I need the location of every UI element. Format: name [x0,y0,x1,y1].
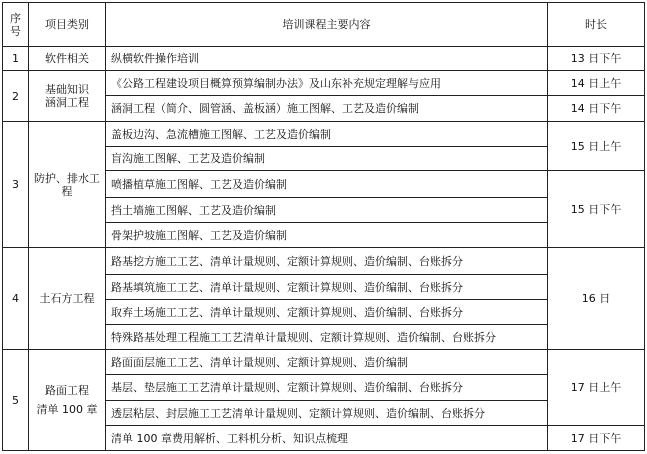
header-time: 时长 [548,3,645,47]
content-cell: 挡土墙施工图解、工艺及造价编制 [106,198,548,223]
row-number: 1 [3,47,29,71]
training-schedule-table [2,2,645,451]
table-row [3,350,645,375]
time-cell: 15 日上午 [548,122,645,171]
header-row [3,3,645,47]
row-number: 2 [3,71,29,122]
content-cell: 纵横软件操作培训 [106,47,548,71]
header-seq: 序 号 [3,3,29,47]
category-cell: 防护、排水工 程 [29,122,106,248]
time-cell: 14 日上午 [548,71,645,96]
row-number: 5 [3,350,29,451]
content-cell: 特殊路基处理工程施工工艺清单计量规则、定额计算规则、造价编制、台账拆分 [106,325,548,350]
table-row [3,248,645,275]
table-row [3,71,645,96]
content-cell: 清单 100 章费用解析、工料机分析、知识点梳理 [106,426,548,451]
content-cell: 喷播植草施工图解、工艺及造价编制 [106,171,548,198]
row-number: 4 [3,248,29,350]
row-number: 3 [3,122,29,248]
time-cell: 13 日下午 [548,47,645,71]
time-cell: 14 日下午 [548,96,645,122]
category-cell: 路面工程 清单 100 章 [29,350,106,451]
header-category: 项目类别 [29,3,106,47]
time-cell: 16 日 [548,248,645,350]
time-cell: 17 日上午 [548,350,645,426]
time-cell: 15 日下午 [548,171,645,248]
category-cell: 土石方工程 [29,248,106,350]
category-cell: 软件相关 [29,47,106,71]
table-row [3,47,645,71]
time-cell: 17 日下午 [548,426,645,451]
content-cell: 路基挖方施工工艺、清单计量规则、定额计算规则、造价编制、台账拆分 [106,248,548,275]
content-cell: 路基填筑施工工艺、清单计量规则、定额计算规则、造价编制、台账拆分 [106,275,548,300]
content-cell: 透层粘层、封层施工工艺清单计量规则、定额计算规则、造价编制、台账拆分 [106,401,548,426]
content-cell: 涵洞工程（简介、圆管涵、盖板涵）施工图解、工艺及造价编制 [106,96,548,122]
content-cell: 盖板边沟、急流槽施工图解、工艺及造价编制 [106,122,548,147]
category-cell: 基础知识 涵洞工程 [29,71,106,122]
content-cell: 骨架护坡施工图解、工艺及造价编制 [106,223,548,248]
header-content: 培训课程主要内容 [106,3,548,47]
content-cell: 路面面层施工工艺、清单计量规则、定额计算规则、造价编制 [106,350,548,375]
content-cell: 取弃土场施工工艺、清单计量规则、定额计算规则、造价编制、台账拆分 [106,300,548,325]
table-row [3,122,645,147]
content-cell: 盲沟施工图解、工艺及造价编制 [106,147,548,171]
content-cell: 《公路工程建设项目概算预算编制办法》及山东补充规定理解与应用 [106,71,548,96]
content-cell: 基层、垫层施工工艺清单计量规则、定额计算规则、造价编制、台账拆分 [106,375,548,401]
